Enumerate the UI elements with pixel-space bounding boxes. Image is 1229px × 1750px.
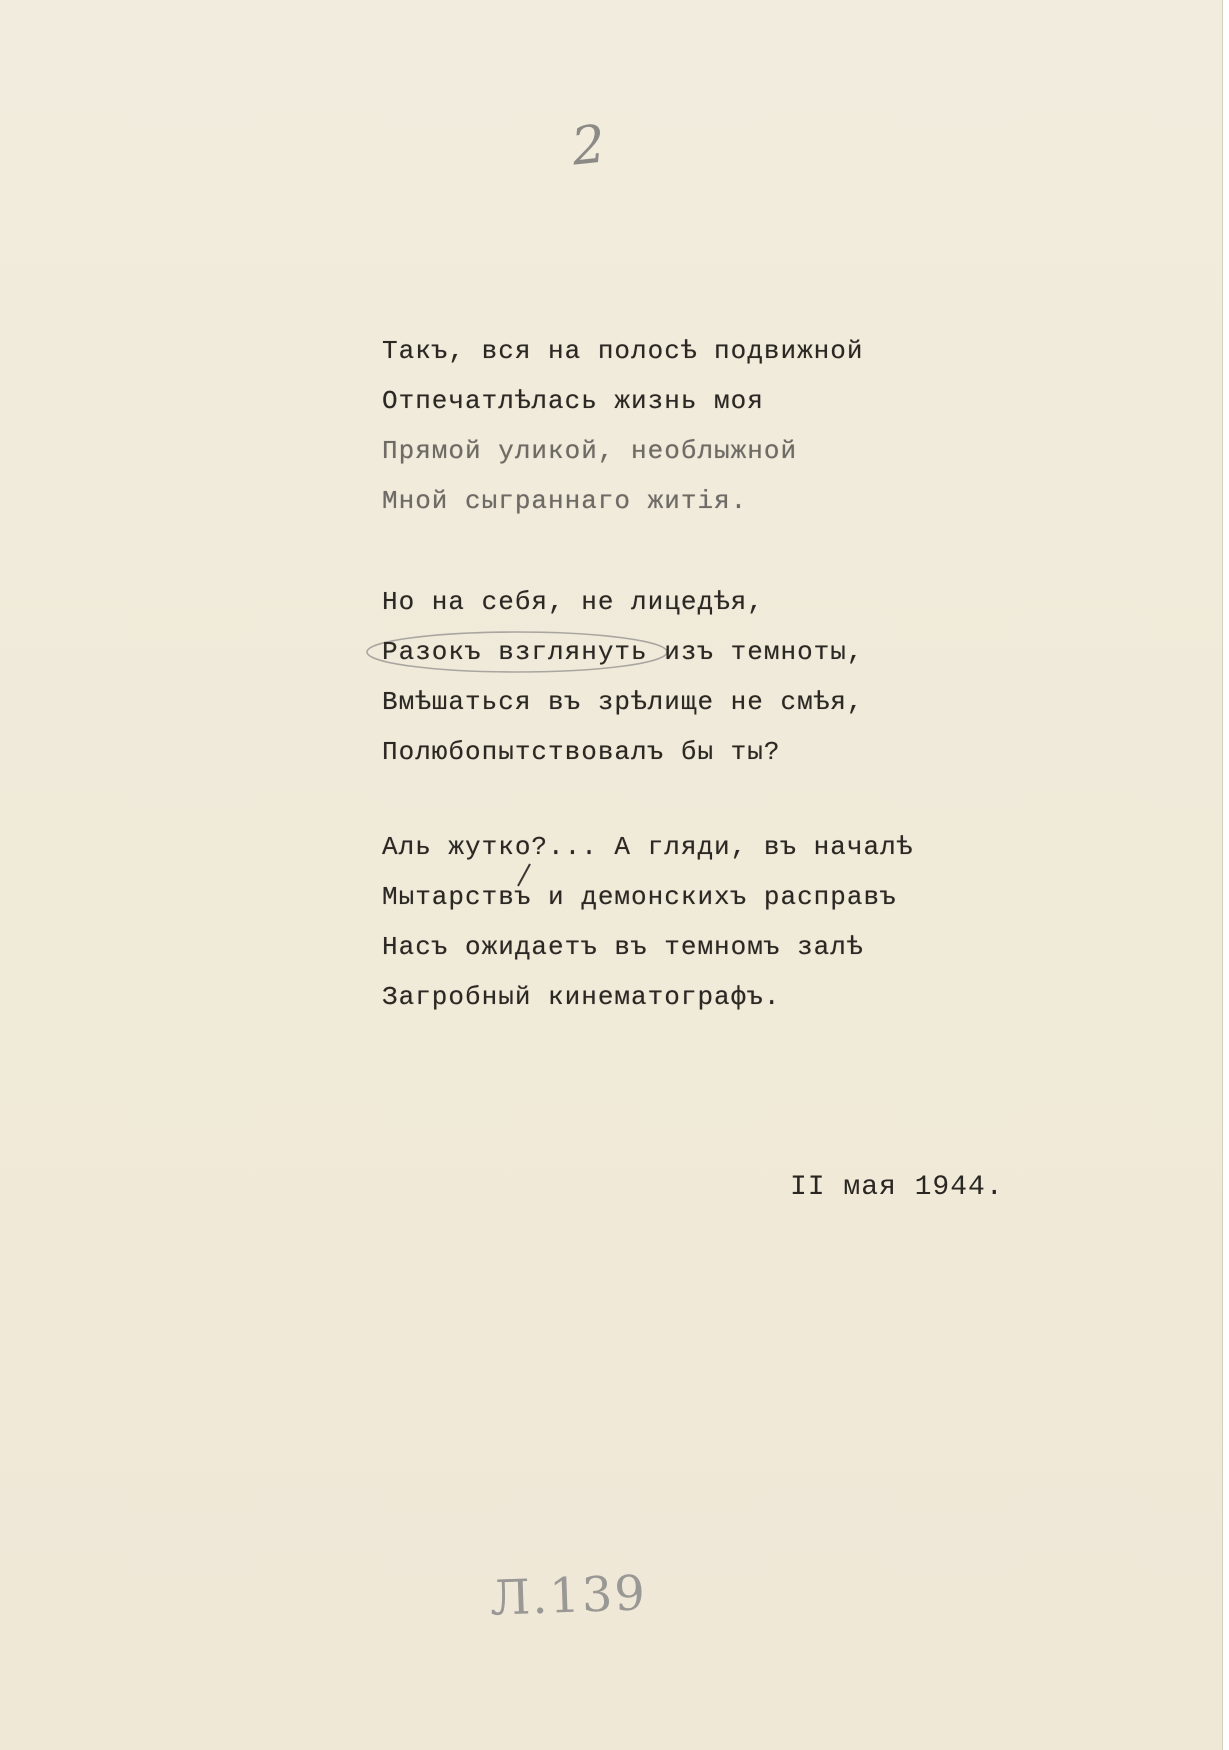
poem-line: Насъ ожидаетъ въ темномъ залѣ	[382, 932, 864, 962]
page-edge	[1223, 0, 1229, 1750]
poem-line: Отпечатлѣлась жизнь моя	[382, 386, 764, 416]
stanza-3	[382, 822, 1002, 1022]
poem-line: Такъ, вся на полосѣ подвижной	[382, 336, 864, 366]
poem-line: Прямой уликой, необлыжной	[382, 436, 798, 466]
poem-line: Мной сыграннаго житія.	[382, 486, 748, 516]
stanza-2	[382, 577, 1002, 777]
page-number: 2	[568, 114, 609, 178]
poem-line: Загробный кинематографъ.	[382, 982, 781, 1012]
poem-line: Полюбопытствовалъ бы ты?	[382, 737, 781, 767]
poem-line: Вмѣшаться въ зрѣлище не смѣя,	[382, 687, 864, 717]
poem-line: Мытарствъ и демонскихъ расправъ	[382, 882, 897, 912]
poem-line: Но на себя, не лицедѣя,	[382, 587, 764, 617]
archive-folio-mark: Л.139	[489, 1565, 648, 1627]
date: II мая 1944.	[790, 1172, 1004, 1203]
poem-line: Разокъ взглянуть изъ темноты,	[382, 637, 864, 667]
poem-line: Аль жутко?... А гляди, въ началѣ	[382, 832, 914, 862]
stanza-1	[382, 326, 1002, 526]
